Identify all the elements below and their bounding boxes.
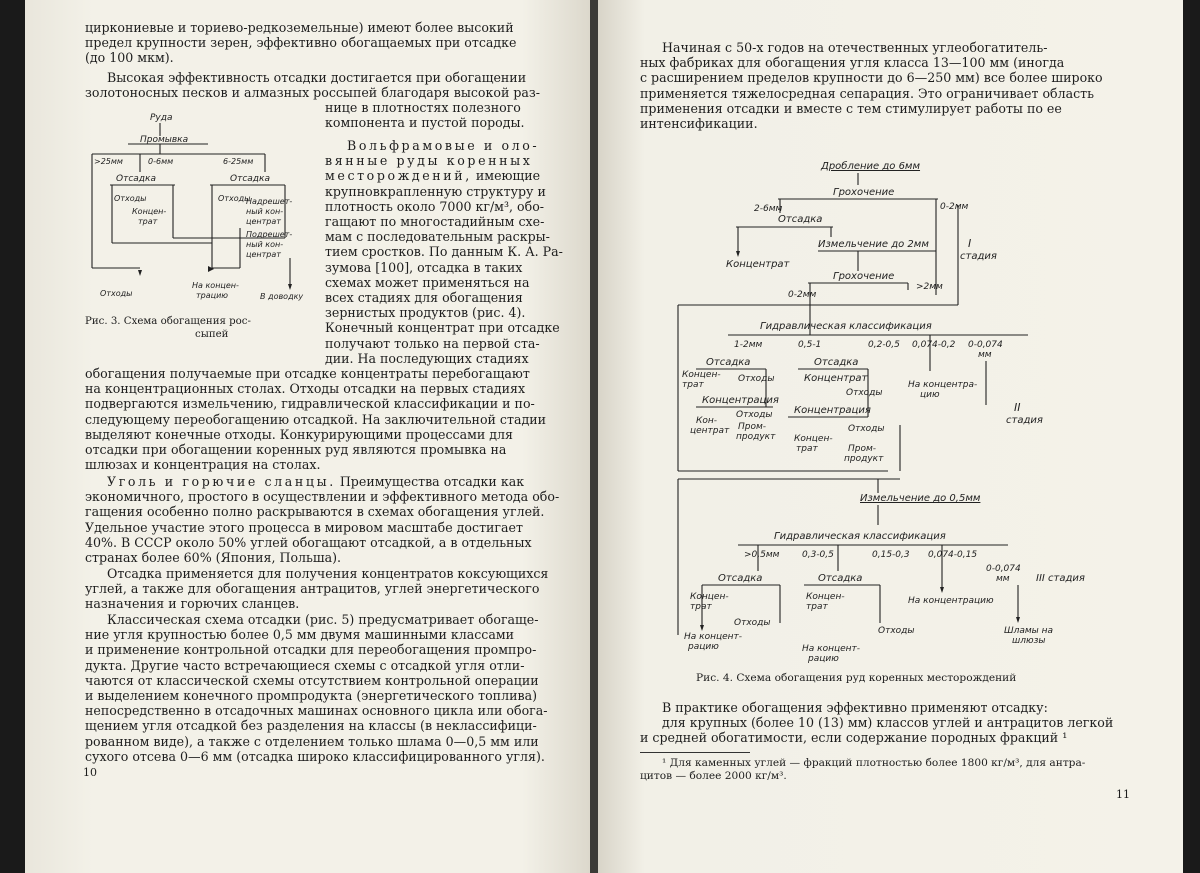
- book-gutter: [590, 0, 598, 873]
- fig3-reconc-c: центрат: [246, 217, 281, 226]
- caption-line: сыпей: [195, 328, 229, 340]
- placers-paragraph: [85, 70, 577, 100]
- fig4-conc-g2: трат: [806, 602, 828, 612]
- text-line: на концентрационных столах. Отходы отсадки на первых стадиях: [85, 381, 526, 397]
- fig4-stage-2b: стадия: [1006, 415, 1043, 426]
- fig4-class-5a: 0-0,074: [968, 340, 1003, 350]
- fig4-class-2: 0,5-1: [798, 340, 822, 350]
- fig3-under-b: ный кон-: [246, 240, 284, 249]
- text-line: отсадки при обогащении коренных руд являются промывка на: [85, 442, 507, 458]
- coal-paragraph: [85, 474, 577, 565]
- text-line: гащают по многостадийным схе-: [325, 214, 545, 230]
- text-line: и средней обогатимости, если содержание породных фракций ¹: [640, 730, 1068, 746]
- fig3-jig-2: Отсадка: [230, 174, 270, 184]
- fig4-size-gt2: >2мм: [916, 282, 943, 292]
- text-line: Отсадка применяется для получения концентратов коксующихся: [107, 566, 549, 581]
- fig4-jig-a: Отсадка: [778, 214, 823, 225]
- text-line: применения отсадки и вместе с тем стимулирует работы по ее: [640, 100, 1062, 116]
- fig3-under-c: центрат: [246, 250, 281, 259]
- text-line: сухого отсева 0—6 мм (отсадка широко классифицированного угля).: [85, 748, 545, 764]
- fig3-tail-2: Отходы: [218, 194, 251, 203]
- classic-scheme-paragraph: [85, 612, 577, 764]
- text-line: нице в плотностях полезного: [325, 100, 521, 115]
- text-line: для крупных (более 10 (13) мм) классов углей и антрацитов легкой: [662, 715, 1114, 731]
- fig4-tail-d: Отходы: [736, 410, 773, 420]
- fig4-dclass-5a: 0-0,074: [986, 564, 1021, 574]
- text-line: Высокая эффективность отсадки достигается при обогащении: [107, 70, 527, 85]
- fig4-to-conc-g2: рацию: [808, 654, 839, 664]
- fig4-conc-f1: Концен-: [690, 592, 729, 602]
- text-line: дукта. Другие часто встречающиеся схемы с отсадкой угля отли-: [85, 657, 525, 673]
- fig4-stage-1a: I: [968, 237, 972, 250]
- fig4-grind-05: Измельчение до 0,5мм: [860, 493, 981, 504]
- page-number: 10: [83, 766, 97, 779]
- text-line: странах более 60% (Япония, Польша).: [85, 550, 342, 566]
- fig4-slimes-2: шлюзы: [1012, 636, 1046, 646]
- fig4-size-2-6: 2-6мм: [754, 204, 783, 214]
- page-number: 11: [1116, 788, 1130, 801]
- fig3-tail-1: Отходы: [114, 194, 147, 203]
- figure-3-caption: [85, 316, 315, 341]
- fig3-jig-1: Отсадка: [116, 174, 156, 184]
- fig3-ore: Руда: [150, 113, 173, 123]
- text-line: Начиная с 50-х годов на отечественных углеобогатитель-: [662, 40, 1048, 55]
- text-line: тием сростков. По данным К. А. Ра-: [325, 244, 563, 260]
- fig4-tail-g: Отходы: [878, 626, 915, 636]
- fig4-size-0-2a: 0-2мм: [940, 202, 969, 212]
- fig4-class-3: 0,2-0,5: [868, 340, 900, 350]
- fig4-to-conc-h: На концентрацию: [908, 596, 994, 606]
- left-page: [25, 0, 590, 873]
- footnote-rule: [640, 752, 750, 753]
- text-line: всех стадиях для обогащения: [325, 290, 523, 306]
- fig3-conc-1a: Концен-: [132, 207, 167, 216]
- fig4-conc-c: Концентрат: [804, 373, 868, 384]
- fig3-out-conc-b: трацию: [196, 291, 229, 300]
- text-line: рованном виде), а также с отделением только шлама 0—0,5 мм или: [85, 733, 539, 749]
- fig4-concentration-b: Концентрация: [702, 395, 779, 406]
- fig4-stage-2a: II: [1014, 401, 1021, 414]
- fig4-class-1: 1-2мм: [734, 340, 763, 350]
- fig4-final-conc-a: Кон-: [696, 416, 718, 426]
- fig4-crush: Дробление до 6мм: [821, 161, 921, 172]
- tungsten-paragraph-column: [325, 138, 577, 366]
- fig4-hydro-1: Гидравлическая классификация: [760, 321, 932, 332]
- text-line: выделяют конечные отходы. Конкурирующими процессами для: [85, 426, 514, 442]
- placers-paragraph-right: [325, 100, 577, 130]
- text-line: Классическая схема отсадки (рис. 5) предусматривает обогаще-: [107, 612, 539, 627]
- fig4-conc-e1: Концен-: [794, 434, 833, 444]
- fig3-reconc-a: Надрешет-: [246, 197, 293, 206]
- intro-paragraph: [85, 20, 577, 66]
- text-line: гащения особенно полно раскрываются в схемах обогащения углей.: [85, 504, 545, 520]
- figure-4-caption: Рис. 4. Схема обогащения руд коренных месторождений: [696, 672, 1017, 684]
- fig4-class-5b: мм: [978, 350, 992, 360]
- fig4-conc-g1: Концен-: [806, 592, 845, 602]
- text-span: имеющие: [475, 168, 541, 184]
- text-line: непосредственно в отсадочных машинах основного цикла или обога-: [85, 703, 548, 719]
- text-line: (до 100 мкм).: [85, 50, 174, 66]
- fig4-dclass-3: 0,15-0,3: [872, 550, 910, 560]
- text-line: плотность около 7000 кг/м³, обо-: [325, 198, 545, 214]
- text-line: ных фабриках для обогащения угля класса 13—100 мм (иногда: [640, 55, 1065, 71]
- fig4-tail-e: Отходы: [848, 424, 885, 434]
- fig4-jig-c: Отсадка: [814, 357, 859, 368]
- fig4-dclass-2: 0,3-0,5: [802, 550, 834, 560]
- practice-paragraph: [640, 700, 1135, 746]
- text-line: мам с последовательным раскры-: [325, 229, 550, 245]
- fig4-size-0-2b: 0-2мм: [788, 290, 817, 300]
- fig4-tail-b: Отходы: [738, 374, 775, 384]
- text-line: и применение контрольной отсадки для переобогащения промпро-: [85, 642, 537, 658]
- text-line: компонента и пустой породы.: [325, 115, 525, 131]
- fig4-dclass-5b: мм: [996, 574, 1010, 584]
- fig3-out-conc-a: На концен-: [192, 281, 239, 290]
- fig4-slimes-1: Шламы на: [1004, 626, 1054, 636]
- fig4-stage-3: III стадия: [1036, 573, 1085, 584]
- fig3-out-tails: Отходы: [100, 289, 133, 298]
- section-head: Уголь и горючие сланцы.: [107, 474, 336, 489]
- fig4-concentrate: Концентрат: [726, 259, 790, 270]
- text-line: ние угля крупностью более 0,5 мм двумя машинными классами: [85, 627, 515, 643]
- fig4-conc-e2: трат: [796, 444, 818, 454]
- fig3-size-a: >25мм: [94, 157, 123, 166]
- fig4-dclass-4: 0,074-0,15: [928, 550, 978, 560]
- fig4-to-conc-g1: На концент-: [802, 644, 861, 654]
- text-line: Вольфрамовые и оло-: [347, 138, 540, 153]
- fig4-final-conc-b: центрат: [690, 426, 730, 436]
- tungsten-paragraph-tail: [85, 366, 577, 472]
- fig4-mid-b2: продукт: [844, 454, 884, 464]
- text-line: дии. На последующих стадиях: [325, 350, 529, 366]
- fig3-size-c: 6-25мм: [223, 157, 254, 166]
- text-line: назначения и горючих сланцев.: [85, 596, 300, 612]
- fig3-out-dredge: В доводку: [260, 292, 304, 301]
- fig4-stage-1b: стадия: [960, 251, 997, 262]
- text-line: обогащения получаемые при отсадке концентраты перебогащают: [85, 366, 530, 381]
- fig4-screen-1: Грохочение: [833, 187, 895, 198]
- fig3-under-a: Подрешет-: [246, 230, 293, 239]
- text-line: и выделением конечного промпродукта (энергетического топлива): [85, 688, 537, 704]
- text-line: Конечный концентрат при отсадке: [325, 320, 560, 336]
- text-line: В практике обогащения эффективно применяют отсадку:: [662, 700, 1048, 715]
- text-line: подвергаются измельчению, гидравлической классификации и по-: [85, 396, 535, 412]
- fig3-washing: Промывка: [140, 135, 189, 145]
- text-line: следующему переобогащению отсадкой. На заключительной стадии: [85, 411, 547, 427]
- fig4-to-conc-f2: рацию: [688, 642, 719, 652]
- fig4-jig-b: Отсадка: [706, 357, 751, 368]
- footnote-line: ¹ Для каменных углей — фракций плотностью более 1800 кг/м³, для антра-: [662, 757, 1086, 769]
- fig4-jig-d: Отсадка: [718, 573, 763, 584]
- text-line: предел крупности зерен, эффективно обогащаемых при отсадке: [85, 35, 517, 51]
- intro-paragraph: [640, 40, 1135, 131]
- fig4-jig-e: Отсадка: [818, 573, 863, 584]
- fig4-mid-b1: Пром-: [848, 444, 877, 454]
- text-line: зумова [100], отсадка в таких: [325, 259, 523, 275]
- fig4-tail-f: Отходы: [734, 618, 771, 628]
- fig4-conc-f2: трат: [690, 602, 712, 612]
- fig3-size-b: 0-6мм: [148, 157, 174, 166]
- fig4-to-conc-f1: На концент-: [684, 632, 743, 642]
- fig4-mid-a2: продукт: [736, 432, 776, 442]
- text-line: щением угля отсадкой без разделения на классы (в неклассифици-: [85, 718, 537, 734]
- footnote-line: цитов — более 2000 кг/м³.: [640, 770, 787, 782]
- text-line: Удельное участие этого процесса в мировом масштабе достигает: [85, 519, 523, 535]
- text-span: Преимущества отсадки как: [335, 474, 525, 489]
- fig4-to-conc-a: На концентра-: [908, 380, 978, 390]
- text-line: интенсификации.: [640, 116, 758, 132]
- fig4-concentration-c: Концентрация: [794, 405, 871, 416]
- fig4-class-4: 0,074-0,2: [912, 340, 956, 350]
- text-line: золотоносных песков и алмазных россыпей благодаря высокой раз-: [85, 85, 541, 101]
- right-page: [598, 0, 1183, 873]
- figure-3-diagram: [80, 108, 320, 308]
- use-paragraph: [85, 566, 577, 612]
- fig4-dclass-1: >0,5мм: [744, 550, 780, 560]
- fig4-conc-b1: Концен-: [682, 370, 721, 380]
- fig4-to-conc-b: цию: [920, 390, 940, 400]
- fig3-conc-1b: трат: [138, 217, 158, 226]
- text-line: схемах может применяться на: [325, 274, 530, 290]
- fig3-reconc-b: ный кон-: [246, 207, 284, 216]
- text-line: углей, а также для обогащения антрацитов, углей энергетического: [85, 581, 540, 597]
- caption-line: Рис. 3. Схема обогащения рос-: [85, 316, 251, 327]
- text-line: применяется тяжелосредная сепарация. Это ограничивает область: [640, 85, 1095, 101]
- text-line: циркониевые и ториево-редкоземельные) имеют более высокий: [85, 20, 514, 35]
- text-line: получают только на первой ста-: [325, 335, 540, 351]
- text-line: 40%. В СССР около 50% углей обогащают отсадкой, а в отдельных: [85, 534, 532, 550]
- text-line: экономичного, простого в осуществлении и эффективного метода обо-: [85, 489, 560, 505]
- fig4-screen-2: Грохочение: [833, 271, 895, 282]
- fig4-tail-c: Отходы: [846, 388, 883, 398]
- figure-4-diagram: [668, 155, 1138, 667]
- fig4-grind-2: Измельчение до 2мм: [818, 239, 929, 250]
- fig4-hydro-2: Гидравлическая классификация: [774, 531, 946, 542]
- text-line: зернистых продуктов (рис. 4).: [325, 305, 526, 321]
- footnote: [640, 757, 1135, 783]
- text-line: шлюзах и концентрация на столах.: [85, 457, 321, 473]
- text-line: крупновкрапленную структуру и: [325, 183, 546, 199]
- text-line: чаются от классической схемы отсутствием контрольной операции: [85, 672, 539, 688]
- fig4-mid-a1: Пром-: [738, 422, 767, 432]
- text-line: с расширением пределов крупности до 6—250 мм) все более широко: [640, 70, 1103, 86]
- text-line: вянные руды коренных: [325, 153, 533, 169]
- fig4-conc-b2: трат: [682, 380, 704, 390]
- text-span: месторождений,: [325, 168, 472, 184]
